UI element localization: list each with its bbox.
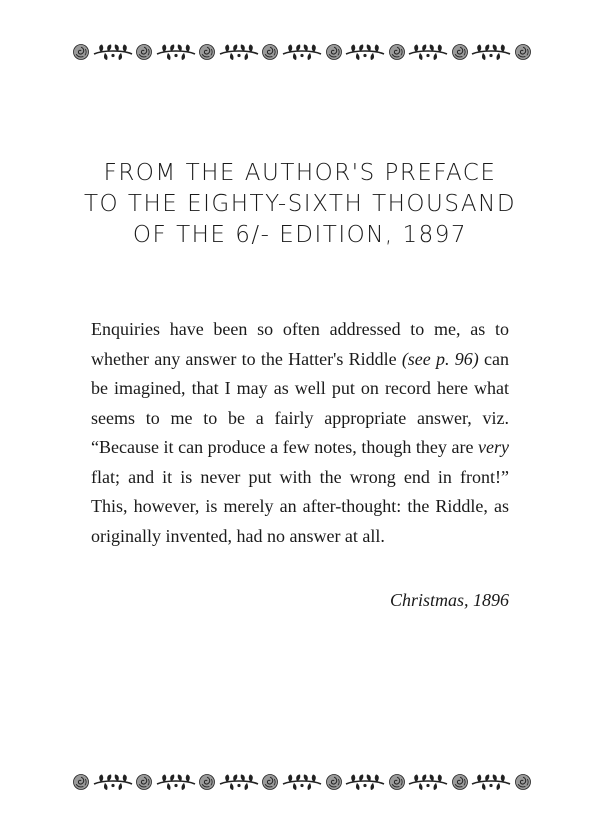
- rose-icon: [135, 773, 153, 791]
- sprig-icon: [280, 43, 324, 61]
- sprig-icon: [406, 773, 450, 791]
- top-ornament-border: [72, 40, 532, 64]
- rose-icon: [451, 43, 469, 61]
- sprig-icon: [91, 773, 135, 791]
- sprig-icon: [217, 43, 261, 61]
- sprig-icon: [280, 773, 324, 791]
- rose-icon: [514, 773, 532, 791]
- sprig-icon: [469, 773, 513, 791]
- rose-icon: [72, 43, 90, 61]
- body-text-part-1: Enquiries have been so often addressed to me, as to whether any answer to the Hatter's Riddle: [91, 319, 509, 369]
- rose-icon: [325, 773, 343, 791]
- title-line-3: OF THE 6/- EDITION, 1897: [132, 222, 468, 248]
- rose-icon: [388, 43, 406, 61]
- rose-icon: [514, 43, 532, 61]
- title-line-1: FROM THE AUTHOR'S PREFACE: [103, 160, 497, 186]
- body-text-part-3: flat; and it is never put with the wrong end in front!” This, however, is merely an after-thought: the Riddle, as originally invented, had no answer at all.: [91, 466, 509, 546]
- preface-paragraph: [91, 315, 509, 551]
- page-title: [0, 158, 600, 251]
- rose-icon: [388, 773, 406, 791]
- sprig-icon: [469, 43, 513, 61]
- sprig-icon: [406, 43, 450, 61]
- emphasis-word: very: [478, 437, 509, 457]
- rose-icon: [325, 43, 343, 61]
- rose-icon: [198, 43, 216, 61]
- rose-icon: [261, 43, 279, 61]
- sprig-icon: [154, 43, 198, 61]
- sprig-icon: [154, 773, 198, 791]
- sprig-icon: [217, 773, 261, 791]
- rose-icon: [451, 773, 469, 791]
- rose-icon: [261, 773, 279, 791]
- page-reference: (see p. 96): [401, 348, 479, 369]
- sprig-icon: [343, 43, 387, 61]
- title-line-2: TO THE EIGHTY-SIXTH THOUSAND: [83, 191, 517, 217]
- rose-icon: [198, 773, 216, 791]
- sprig-icon: [343, 773, 387, 791]
- signoff-date: Christmas, 1896: [389, 590, 509, 610]
- sprig-icon: [91, 43, 135, 61]
- rose-icon: [135, 43, 153, 61]
- bottom-ornament-border: [72, 770, 532, 794]
- rose-icon: [72, 773, 90, 791]
- body-text-part-2: can be imagined, that I may as well put on record here what seems to me to be a fairly appropriate answer, viz. “Because it can produce a few notes, though they are: [91, 348, 509, 457]
